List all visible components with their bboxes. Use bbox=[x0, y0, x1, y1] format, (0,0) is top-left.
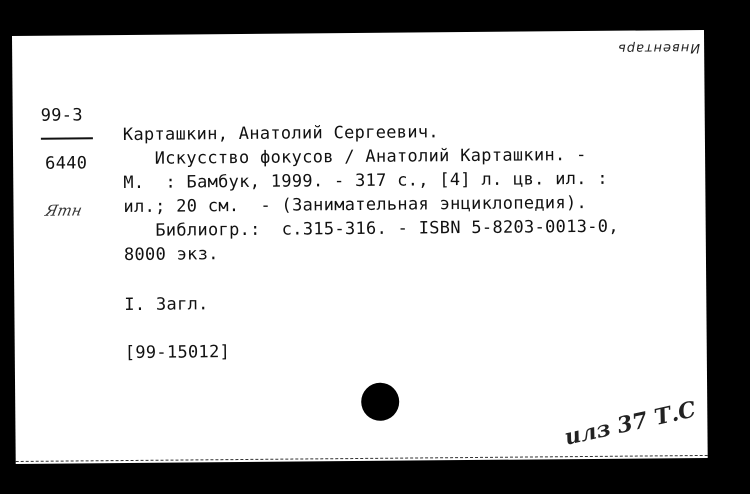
call-number-divider bbox=[41, 137, 93, 139]
handwritten-mark: Ятн bbox=[43, 201, 84, 220]
print-run-line: 8000 экз. bbox=[123, 244, 219, 266]
publication-line: М. : Бамбук, 1999. - 317 с., [4] л. цв. ил. : bbox=[123, 168, 608, 194]
physical-description-line: ил.; 20 см. - (Занимательная энциклопедия). bbox=[123, 192, 588, 218]
call-number-bottom: 6440 bbox=[45, 153, 88, 174]
handwritten-signature: илз 37 Т.С bbox=[562, 396, 699, 451]
card-bottom-edge bbox=[16, 455, 708, 462]
bibliography-isbn-line: Библиогр.: с.315-316. - ISBN 5-8203-0013-0, bbox=[123, 216, 619, 242]
library-catalog-card bbox=[12, 30, 708, 464]
subject-entry: I. Загл. bbox=[124, 294, 209, 316]
title-line: Искусство фокусов / Анатолий Карташкин. - bbox=[122, 144, 587, 170]
record-number: [99-15012] bbox=[124, 342, 231, 364]
author-heading: Карташкин, Анатолий Сергеевич. bbox=[122, 122, 439, 146]
call-number-top: 99-3 bbox=[40, 105, 83, 126]
upside-down-stamp: Инвентарь bbox=[617, 39, 701, 56]
card-punch-hole bbox=[361, 383, 399, 421]
